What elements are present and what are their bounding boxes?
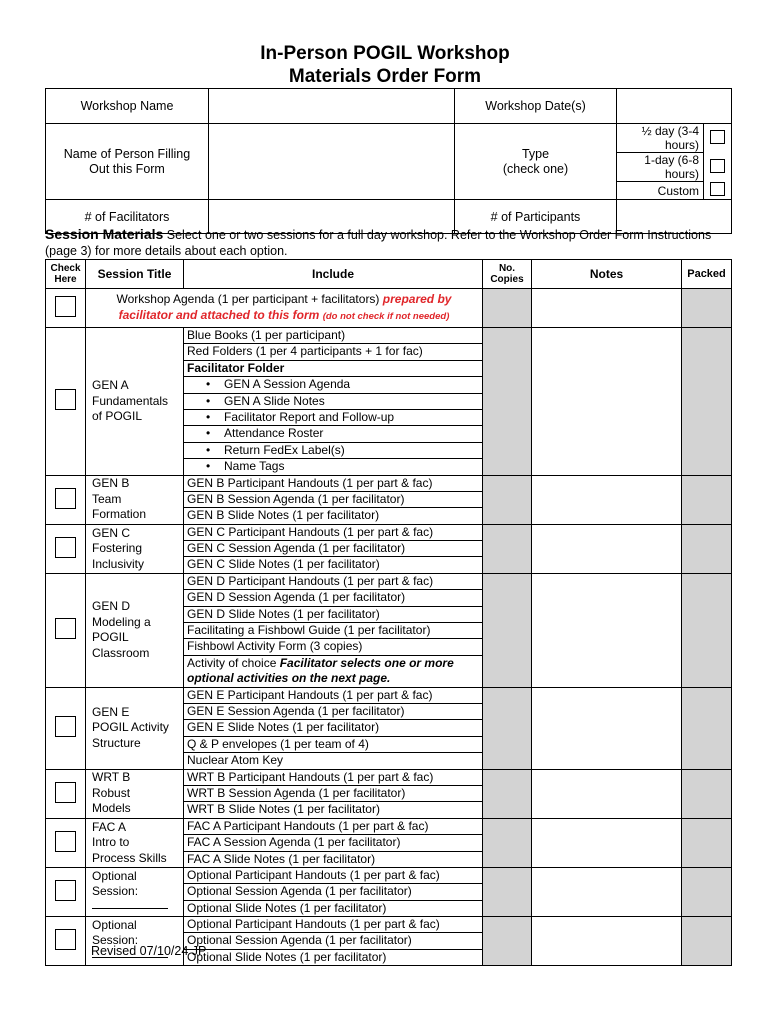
packed-cell[interactable]: [682, 328, 732, 476]
include-item: FAC A Participant Handouts (1 per part & fac): [184, 819, 482, 835]
include-cell: [184, 328, 483, 476]
column-header-include: Include: [184, 260, 483, 289]
include-item: Nuclear Atom Key: [187, 753, 284, 768]
column-header-check: [46, 260, 86, 289]
include-item: Optional Slide Notes (1 per facilitator): [187, 900, 387, 915]
include-item: Facilitating a Fishbowl Guide (1 per facilitator): [184, 623, 482, 639]
packed-cell[interactable]: [682, 475, 732, 524]
copies-cell[interactable]: [483, 687, 532, 769]
session-title: WRT B Robust Models: [92, 770, 131, 816]
session-row: [46, 328, 732, 476]
notes-cell[interactable]: [532, 524, 682, 573]
form-title-line1: In-Person POGIL Workshop: [260, 43, 510, 64]
agenda-row: [46, 289, 732, 328]
packed-cell[interactable]: [682, 867, 732, 916]
type-label-line1: Type: [521, 146, 550, 161]
include-item: GEN B Session Agenda (1 per facilitator): [184, 492, 482, 508]
copies-cell[interactable]: [483, 573, 532, 687]
include-item: GEN C Participant Handouts (1 per part & fac): [184, 525, 482, 541]
column-header-packed: Packed: [682, 260, 732, 289]
type-checkbox-one-day[interactable]: [710, 159, 725, 173]
copies-cell[interactable]: [483, 475, 532, 524]
include-item: GEN D Slide Notes (1 per facilitator): [184, 607, 482, 623]
section-instructions: Select one or two sessions for a full day workshop. Refer to the Workshop Order Form Instructions (page 3) for more details about each option.: [45, 228, 712, 258]
session-name-blank[interactable]: [92, 907, 168, 909]
column-header-check-line2: Here: [54, 274, 77, 285]
include-item: • GEN A Session Agenda: [184, 377, 482, 393]
include-item: GEN B Participant Handouts (1 per part & fac): [184, 476, 482, 492]
session-title: GEN B Team Formation: [92, 476, 147, 522]
include-item: FAC A Session Agenda (1 per facilitator): [184, 835, 482, 851]
packed-cell[interactable]: [682, 524, 732, 573]
participants-label: # of Participants: [455, 200, 617, 234]
include-item: Blue Books (1 per participant): [184, 328, 482, 344]
notes-cell[interactable]: [532, 573, 682, 687]
workshop-name-label: Workshop Name: [46, 89, 209, 124]
agenda-text: Workshop Agenda (1 per participant + facilitators): [116, 292, 380, 306]
packed-cell[interactable]: [682, 687, 732, 769]
copies-cell[interactable]: [483, 917, 532, 966]
include-cell: [184, 769, 483, 818]
include-item-text: Activity of choice: [187, 655, 277, 670]
session-row: [46, 524, 732, 573]
include-item: GEN D Participant Handouts (1 per part & fac): [184, 574, 482, 590]
column-header-check-line1: Check: [50, 263, 81, 274]
copies-cell[interactable]: [483, 524, 532, 573]
copies-cell[interactable]: [483, 328, 532, 476]
type-label-line2: (check one): [502, 161, 569, 176]
session-row: [46, 917, 732, 966]
session-checkbox[interactable]: [55, 716, 76, 737]
include-item: Optional Slide Notes (1 per facilitator): [187, 949, 387, 964]
include-item: • Facilitator Report and Follow-up: [184, 410, 482, 426]
session-title: GEN C Fostering Inclusivity: [92, 525, 145, 571]
packed-cell[interactable]: [682, 769, 732, 818]
include-cell: [184, 917, 483, 966]
session-checkbox[interactable]: [55, 389, 76, 410]
include-item: Optional Participant Handouts (1 per part & fac): [184, 917, 482, 933]
column-header-copies: [483, 260, 532, 289]
include-item: WRT B Participant Handouts (1 per part & fac): [184, 770, 482, 786]
notes-cell[interactable]: [532, 818, 682, 867]
type-option-half-day: ½ day (3-4 hours): [617, 124, 704, 153]
session-title: GEN E POGIL Activity Structure: [92, 704, 169, 750]
include-cell: [184, 867, 483, 916]
packed-cell[interactable]: [682, 917, 732, 966]
include-item: Red Folders (1 per 4 participants + 1 for fac): [184, 344, 482, 360]
check-cell: [46, 769, 86, 818]
session-materials-intro: [45, 226, 731, 259]
notes-cell[interactable]: [532, 475, 682, 524]
notes-cell[interactable]: [532, 328, 682, 476]
check-cell: [46, 475, 86, 524]
session-row: [46, 867, 732, 916]
session-title-cell: [86, 475, 184, 524]
type-checkbox-custom[interactable]: [710, 182, 725, 196]
revision-note: Revised 07/10/24 JP: [91, 944, 207, 958]
packed-cell[interactable]: [682, 289, 732, 328]
session-title: FAC A Intro to Process Skills: [92, 819, 167, 865]
session-checkbox[interactable]: [55, 537, 76, 558]
type-checkbox-cell: [704, 153, 732, 182]
notes-cell[interactable]: [532, 687, 682, 769]
copies-cell[interactable]: [483, 818, 532, 867]
check-cell: [46, 867, 86, 916]
session-checkbox[interactable]: [55, 929, 76, 950]
include-item: GEN D Session Agenda (1 per facilitator): [184, 590, 482, 606]
type-label: [455, 124, 617, 200]
session-checkbox[interactable]: [55, 782, 76, 803]
column-header-copies-line1: No.: [498, 263, 516, 274]
column-header-copies-line2: Copies: [490, 274, 524, 285]
copies-cell[interactable]: [483, 769, 532, 818]
session-checkbox[interactable]: [55, 831, 76, 852]
person-filling-label-line1: Name of Person Filling: [63, 146, 191, 161]
type-checkbox-cell: [704, 182, 732, 200]
agenda-note: (do not check if not needed): [322, 311, 450, 322]
session-title-cell: [86, 818, 184, 867]
session-row: [46, 818, 732, 867]
type-option-one-day: 1-day (6-8 hours): [617, 153, 704, 182]
include-cell: [184, 475, 483, 524]
session-title-cell: [86, 328, 184, 476]
include-cell: [184, 524, 483, 573]
session-title: GEN D Modeling a POGIL Classroom: [92, 599, 151, 660]
check-cell: [46, 524, 86, 573]
workshop-dates-field[interactable]: [617, 89, 732, 124]
notes-cell[interactable]: [532, 867, 682, 916]
include-item: • Attendance Roster: [184, 426, 482, 442]
session-title: Optional Session:: [92, 868, 139, 899]
include-item: GEN E Session Agenda (1 per facilitator): [184, 704, 482, 720]
include-item: • Name Tags: [184, 459, 482, 474]
agenda-include: [86, 289, 483, 328]
include-item: GEN C Slide Notes (1 per facilitator): [187, 557, 380, 572]
notes-cell[interactable]: [532, 769, 682, 818]
session-checkbox[interactable]: [55, 618, 76, 639]
include-item: • Return FedEx Label(s): [184, 443, 482, 459]
include-item: Facilitator Folder: [184, 361, 482, 377]
copies-cell[interactable]: [483, 289, 532, 328]
check-cell: [46, 818, 86, 867]
include-cell: [184, 687, 483, 769]
copies-cell[interactable]: [483, 867, 532, 916]
type-checkbox-cell: [704, 124, 732, 153]
column-header-notes: Notes: [532, 260, 682, 289]
include-item: GEN C Session Agenda (1 per facilitator): [184, 541, 482, 557]
agenda-checkbox[interactable]: [55, 296, 76, 317]
include-item: • GEN A Slide Notes: [184, 394, 482, 410]
facilitators-label: # of Facilitators: [46, 200, 209, 234]
include-item: GEN B Slide Notes (1 per facilitator): [187, 508, 380, 523]
session-row: [46, 687, 732, 769]
session-checkbox[interactable]: [55, 488, 76, 509]
type-checkbox-half-day[interactable]: [710, 130, 725, 144]
person-filling-label: [46, 124, 209, 200]
include-item: WRT B Slide Notes (1 per facilitator): [187, 802, 380, 817]
column-header-session-title: Session Title: [86, 260, 184, 289]
workshop-info-table: [45, 88, 732, 234]
type-option-custom: Custom: [617, 182, 704, 200]
session-checkbox[interactable]: [55, 880, 76, 901]
check-cell: [46, 289, 86, 328]
session-title: GEN A Fundamentals of POGIL: [92, 378, 169, 423]
include-item: Optional Session Agenda (1 per facilitator): [184, 933, 482, 949]
include-cell: [184, 818, 483, 867]
include-item-emphasis: Facilitator selects one or more optional activities on the next page.: [187, 655, 454, 686]
session-title-cell: [86, 867, 184, 916]
workshop-name-field[interactable]: [209, 89, 455, 124]
include-cell: [184, 573, 483, 687]
notes-cell[interactable]: [532, 917, 682, 966]
include-item: GEN E Participant Handouts (1 per part & fac): [184, 688, 482, 704]
agenda-prepared-by: prepared by: [382, 292, 452, 306]
include-item: FAC A Slide Notes (1 per facilitator): [187, 851, 376, 866]
session-row: [46, 475, 732, 524]
session-title-cell: [86, 573, 184, 687]
include-item: Optional Session Agenda (1 per facilitator): [184, 884, 482, 900]
session-title-cell: [86, 917, 184, 966]
notes-cell[interactable]: [532, 289, 682, 328]
form-title: [0, 42, 770, 88]
session-title-cell: [86, 687, 184, 769]
check-cell: [46, 917, 86, 966]
session-title-cell: [86, 524, 184, 573]
include-item: Fishbowl Activity Form (3 copies): [184, 639, 482, 655]
include-item: WRT B Session Agenda (1 per facilitator): [184, 786, 482, 802]
agenda-attached: facilitator and attached to this form: [118, 308, 320, 322]
session-row: [46, 573, 732, 687]
workshop-dates-label: Workshop Date(s): [455, 89, 617, 124]
check-cell: [46, 328, 86, 476]
person-filling-label-line2: Out this Form: [89, 161, 165, 176]
person-filling-field[interactable]: [209, 124, 455, 200]
include-item: GEN E Slide Notes (1 per facilitator): [184, 720, 482, 736]
packed-cell[interactable]: [682, 818, 732, 867]
check-cell: [46, 687, 86, 769]
form-title-line2: Materials Order Form: [288, 66, 482, 87]
include-item: [184, 656, 482, 687]
section-title: Session Materials: [45, 226, 164, 242]
session-materials-table: [45, 259, 732, 966]
session-row: [46, 769, 732, 818]
include-item: Optional Participant Handouts (1 per part & fac): [184, 868, 482, 884]
check-cell: [46, 573, 86, 687]
session-title-cell: [86, 769, 184, 818]
include-item: Q & P envelopes (1 per team of 4): [184, 737, 482, 753]
session-title: Optional Session:: [92, 917, 139, 948]
packed-cell[interactable]: [682, 573, 732, 687]
